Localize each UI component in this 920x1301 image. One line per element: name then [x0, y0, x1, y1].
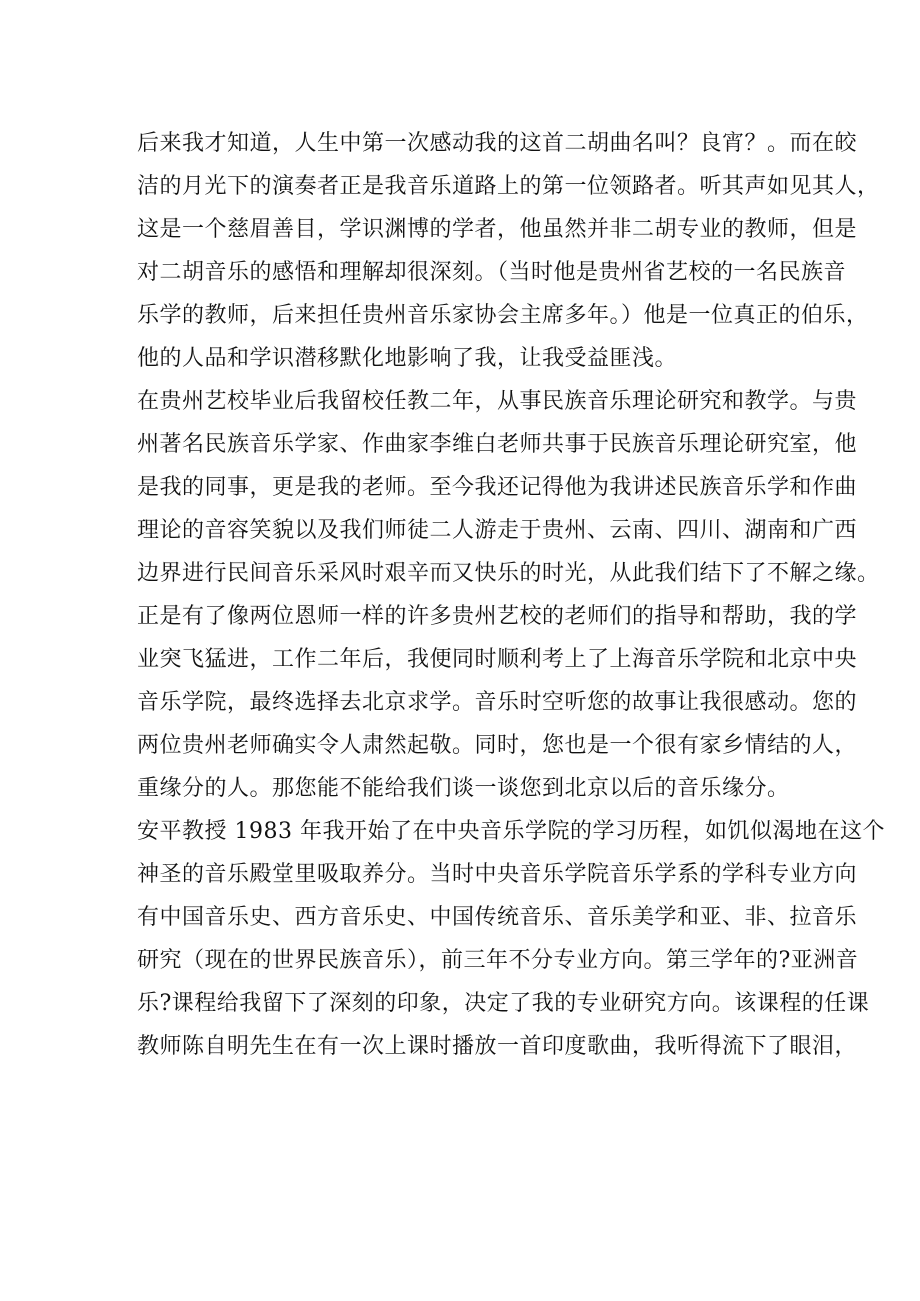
text-line: 在贵州艺校毕业后我留校任教二年，从事民族音乐理论研究和教学。与贵 — [137, 389, 858, 414]
text-line: 是我的同事，更是我的老师。至今我还记得他为我讲述民族音乐学和作曲 — [137, 475, 858, 500]
text-line: 重缘分的人。那您能不能给我们谈一谈您到北京以后的音乐缘分。 — [137, 776, 790, 801]
text-line: 安平教授 1983 年我开始了在中央音乐学院的学习历程，如饥似渴地在这个 — [137, 819, 885, 844]
text-line: 这是一个慈眉善目，学识渊博的学者，他虽然并非二胡专业的教师，但是 — [137, 217, 858, 242]
text-line: 业突飞猛进，工作二年后，我便同时顺利考上了上海音乐学院和北京中央 — [137, 647, 858, 672]
document-body — [137, 122, 885, 1068]
text-line: 正是有了像两位恩师一样的许多贵州艺校的老师们的指导和帮助，我的学 — [137, 604, 858, 629]
text-line: 州著名民族音乐学家、作曲家李维白老师共事于民族音乐理论研究室，他 — [137, 432, 858, 457]
text-line: 音乐学院，最终选择去北京求学。音乐时空听您的故事让我很感动。您的 — [137, 690, 858, 715]
text-line: 对二胡音乐的感悟和理解却很深刻。（当时他是贵州省艺校的一名民族音 — [137, 260, 847, 285]
text-line: 理论的音容笑貌以及我们师徒二人游走于贵州、云南、四川、湖南和广西 — [137, 518, 858, 543]
text-line: 乐?课程给我留下了深刻的印象，决定了我的专业研究方向。该课程的任课 — [137, 991, 870, 1016]
text-line: 洁的月光下的演奏者正是我音乐道路上的第一位领路者。听其声如见其人， — [137, 174, 880, 199]
text-line: 乐学的教师，后来担任贵州音乐家协会主席多年。）他是一位真正的伯乐， — [137, 303, 869, 328]
text-line: 后来我才知道，人生中第一次感动我的这首二胡曲名叫？良宵？。而在皎 — [137, 131, 858, 156]
text-line: 边界进行民间音乐采风时艰辛而又快乐的时光，从此我们结下了不解之缘。 — [137, 561, 880, 586]
text-line: 研究（现在的世界民族音乐），前三年不分专业方向。第三学年的?亚洲音 — [137, 948, 859, 973]
text-line: 神圣的音乐殿堂里吸取养分。当时中央音乐学院音乐学系的学科专业方向 — [137, 862, 858, 887]
text-line: 两位贵州老师确实令人肃然起敬。同时，您也是一个很有家乡情结的人， — [137, 733, 858, 758]
text-line: 教师陈自明先生在有一次上课时播放一首印度歌曲，我听得流下了眼泪， — [137, 1034, 858, 1059]
text-line: 他的人品和学识潜移默化地影响了我，让我受益匪浅。 — [137, 346, 678, 371]
text-line: 有中国音乐史、西方音乐史、中国传统音乐、音乐美学和亚、非、拉音乐 — [137, 905, 858, 930]
